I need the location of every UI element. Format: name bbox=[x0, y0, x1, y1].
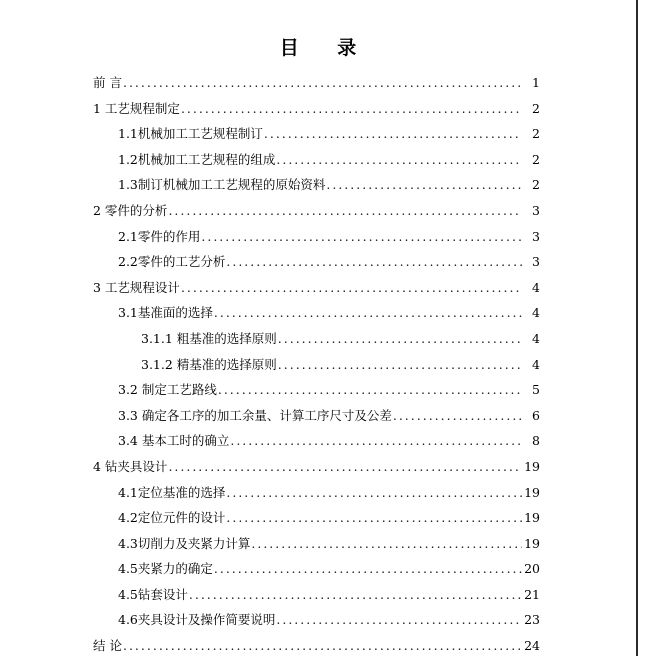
toc-page-number: 21 bbox=[524, 586, 540, 602]
dot-leader bbox=[181, 96, 522, 122]
toc-entry-preface[interactable] bbox=[93, 70, 540, 96]
toc-page-number: 8 bbox=[532, 433, 540, 449]
toc-entry-label: 3.1.1 粗基准的选择原则 bbox=[141, 330, 277, 346]
dot-leader bbox=[123, 70, 522, 96]
toc-entry-label: 4.1定位基准的选择 bbox=[118, 484, 226, 500]
toc-entry-label: 1 工艺规程制定 bbox=[93, 100, 180, 116]
toc-entry-section-4-6[interactable] bbox=[118, 607, 540, 633]
toc-page-number: 23 bbox=[524, 612, 540, 628]
toc-entry-section-3-1-2[interactable] bbox=[141, 352, 540, 378]
dot-leader bbox=[393, 403, 522, 429]
dot-leader bbox=[123, 633, 522, 656]
toc-entry-label: 结 论 bbox=[93, 638, 122, 654]
dot-leader bbox=[201, 224, 522, 250]
dot-leader bbox=[168, 454, 522, 480]
toc-page-number: 19 bbox=[524, 510, 540, 526]
dot-leader bbox=[276, 607, 522, 633]
toc-page-number: 4 bbox=[532, 279, 540, 295]
dot-leader bbox=[326, 172, 522, 198]
dot-leader bbox=[226, 249, 522, 275]
table-of-contents bbox=[0, 70, 646, 656]
toc-page-number: 19 bbox=[524, 458, 540, 474]
toc-entry-label: 3 工艺规程设计 bbox=[93, 279, 180, 295]
toc-entry-label: 4.3切削力及夹紧力计算 bbox=[118, 535, 251, 551]
toc-page-number: 19 bbox=[524, 535, 540, 551]
toc-page-number: 1 bbox=[532, 75, 540, 90]
toc-page-number: 4 bbox=[532, 305, 540, 321]
dot-leader bbox=[218, 377, 522, 403]
toc-entry-label: 2.2零件的工艺分析 bbox=[118, 254, 226, 270]
toc-page-number: 3 bbox=[532, 202, 540, 218]
dot-leader bbox=[276, 147, 522, 173]
toc-entry-section-1-3[interactable] bbox=[118, 172, 540, 198]
toc-page-number: 20 bbox=[524, 561, 540, 577]
dot-leader bbox=[251, 531, 522, 557]
toc-page-number: 4 bbox=[532, 330, 540, 346]
toc-entry-section-4-5b[interactable] bbox=[118, 582, 540, 608]
dot-leader bbox=[278, 326, 522, 352]
toc-entry-label: 前 言 bbox=[93, 75, 122, 90]
toc-page-number: 6 bbox=[532, 407, 540, 423]
toc-entry-label: 3.1基准面的选择 bbox=[118, 305, 213, 321]
toc-entry-section-4-2[interactable] bbox=[118, 505, 540, 531]
toc-entry-label: 4 钻夹具设计 bbox=[93, 458, 168, 474]
toc-entry-label: 3.2 制定工艺路线 bbox=[118, 382, 217, 398]
dot-leader bbox=[214, 300, 522, 326]
toc-page-number: 19 bbox=[524, 484, 540, 500]
dot-leader bbox=[168, 198, 522, 224]
toc-entry-chapter-4[interactable] bbox=[93, 454, 540, 480]
toc-page-number: 3 bbox=[532, 254, 540, 270]
toc-entry-section-3-2[interactable] bbox=[118, 377, 540, 403]
toc-entry-label: 3.1.2 精基准的选择原则 bbox=[141, 356, 277, 372]
toc-entry-label: 2.1零件的作用 bbox=[118, 228, 201, 244]
dot-leader bbox=[214, 556, 522, 582]
dot-leader bbox=[189, 582, 522, 608]
toc-entry-label: 2 零件的分析 bbox=[93, 202, 168, 218]
toc-page-number: 2 bbox=[532, 177, 540, 193]
toc-page-number: 3 bbox=[532, 228, 540, 244]
toc-entry-label: 4.5夹紧力的确定 bbox=[118, 561, 213, 577]
toc-page-number: 2 bbox=[532, 100, 540, 116]
toc-page-number: 24 bbox=[524, 638, 540, 654]
dot-leader bbox=[226, 505, 522, 531]
dot-leader bbox=[181, 275, 522, 301]
toc-title: 目 录 bbox=[279, 37, 373, 59]
toc-page-number: 5 bbox=[532, 382, 540, 398]
toc-entry-chapter-3[interactable] bbox=[93, 275, 540, 301]
toc-entry-section-1-1[interactable] bbox=[118, 121, 540, 147]
toc-page-number: 2 bbox=[532, 126, 540, 142]
dot-leader bbox=[226, 480, 522, 506]
toc-entry-label: 1.1机械加工工艺规程制订 bbox=[118, 126, 263, 142]
toc-entry-label: 4.5钻套设计 bbox=[118, 586, 188, 602]
toc-entry-section-4-5a[interactable] bbox=[118, 556, 540, 582]
toc-entry-chapter-1[interactable] bbox=[93, 96, 540, 122]
toc-entry-section-3-4[interactable] bbox=[118, 428, 540, 454]
toc-entry-section-3-1[interactable] bbox=[118, 300, 540, 326]
toc-entry-section-2-2[interactable] bbox=[118, 249, 540, 275]
toc-entry-section-4-1[interactable] bbox=[118, 480, 540, 506]
dot-leader bbox=[230, 428, 522, 454]
toc-entry-label: 4.2定位元件的设计 bbox=[118, 510, 226, 526]
toc-entry-label: 4.6夹具设计及操作简要说明 bbox=[118, 612, 276, 628]
toc-entry-section-4-3[interactable] bbox=[118, 531, 540, 557]
toc-entry-label: 1.2机械加工工艺规程的组成 bbox=[118, 151, 276, 167]
toc-entry-label: 1.3制订机械加工工艺规程的原始资料 bbox=[118, 177, 326, 193]
toc-entry-label: 3.3 确定各工序的加工余量、计算工序尺寸及公差 bbox=[118, 407, 392, 423]
toc-entry-section-2-1[interactable] bbox=[118, 224, 540, 250]
toc-page-number: 2 bbox=[532, 151, 540, 167]
toc-entry-conclusion[interactable] bbox=[93, 633, 540, 656]
toc-entry-section-1-2[interactable] bbox=[118, 147, 540, 173]
dot-leader bbox=[278, 352, 522, 378]
toc-entry-chapter-2[interactable] bbox=[93, 198, 540, 224]
toc-entry-section-3-1-1[interactable] bbox=[141, 326, 540, 352]
toc-entry-section-3-3[interactable] bbox=[118, 403, 540, 429]
toc-entry-label: 3.4 基本工时的确立 bbox=[118, 433, 230, 449]
dot-leader bbox=[264, 121, 522, 147]
toc-page-number: 4 bbox=[532, 356, 540, 372]
